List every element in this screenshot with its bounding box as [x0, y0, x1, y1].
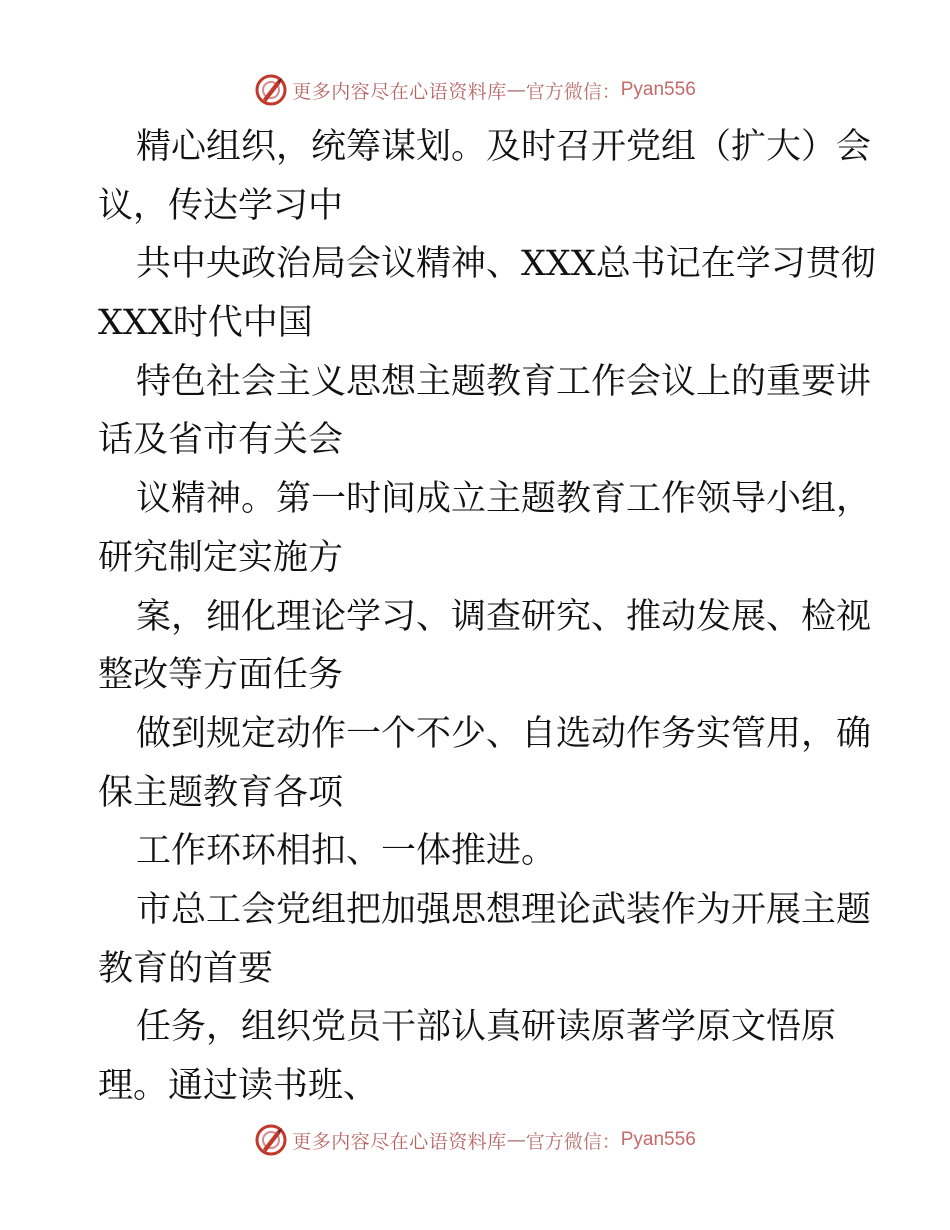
- header-banner-text: 更多内容尽在心语资料库: [292, 80, 507, 103]
- brand-logo-icon: [254, 1123, 288, 1157]
- text-line: 议精神。第一时间成立主题教育工作领导小组，: [136, 479, 872, 520]
- text-line: 共中央政治局会议精神、XXX总书记在学习贯彻: [136, 244, 876, 285]
- text-line: 工作环环相扣、一体推进。: [136, 831, 557, 872]
- text-line: XXX时代中国: [98, 303, 313, 344]
- text-line: 任务，组织党员干部认真研读原著学原文悟原: [136, 1007, 837, 1048]
- footer-wechat-id: Pyan556: [620, 1129, 696, 1150]
- text-line: 理。通过读书班、: [98, 1066, 379, 1106]
- header-wechat-id: Pyan556: [620, 79, 696, 100]
- footer-wechat-label: 官方微信：: [525, 1130, 621, 1153]
- text-line: 教育的首要: [98, 948, 274, 989]
- footer-banner-separator: —: [506, 1129, 526, 1151]
- text-line: 市总工会党组把加强思想理论武装作为开展主题: [136, 889, 872, 930]
- footer-banner-text: 更多内容尽在心语资料库: [292, 1130, 507, 1153]
- header-banner-separator: —: [506, 79, 526, 101]
- text-line: 整改等方面任务: [98, 655, 344, 696]
- footer-banner: [0, 1120, 950, 1160]
- text-line: 精心组织，统筹谋划。及时召开党组（扩大）会: [136, 127, 872, 167]
- text-line: 研究制定实施方: [98, 537, 344, 578]
- text-line: 特色社会主义思想主题教育工作会议上的重要讲: [136, 361, 872, 402]
- text-line: 案，细化理论学习、调查研究、推动发展、检视: [136, 596, 872, 637]
- header-wechat-label: 官方微信：: [525, 80, 621, 103]
- text-line: 议，传达学习中: [98, 185, 344, 226]
- brand-logo-icon: [254, 73, 288, 107]
- header-banner: [0, 70, 950, 110]
- text-line: 做到规定动作一个不少、自选动作务实管用，确: [136, 713, 872, 754]
- body-text: [98, 118, 876, 1116]
- text-line: 话及省市有关会: [98, 420, 344, 461]
- text-line: 保主题教育各项: [98, 772, 344, 813]
